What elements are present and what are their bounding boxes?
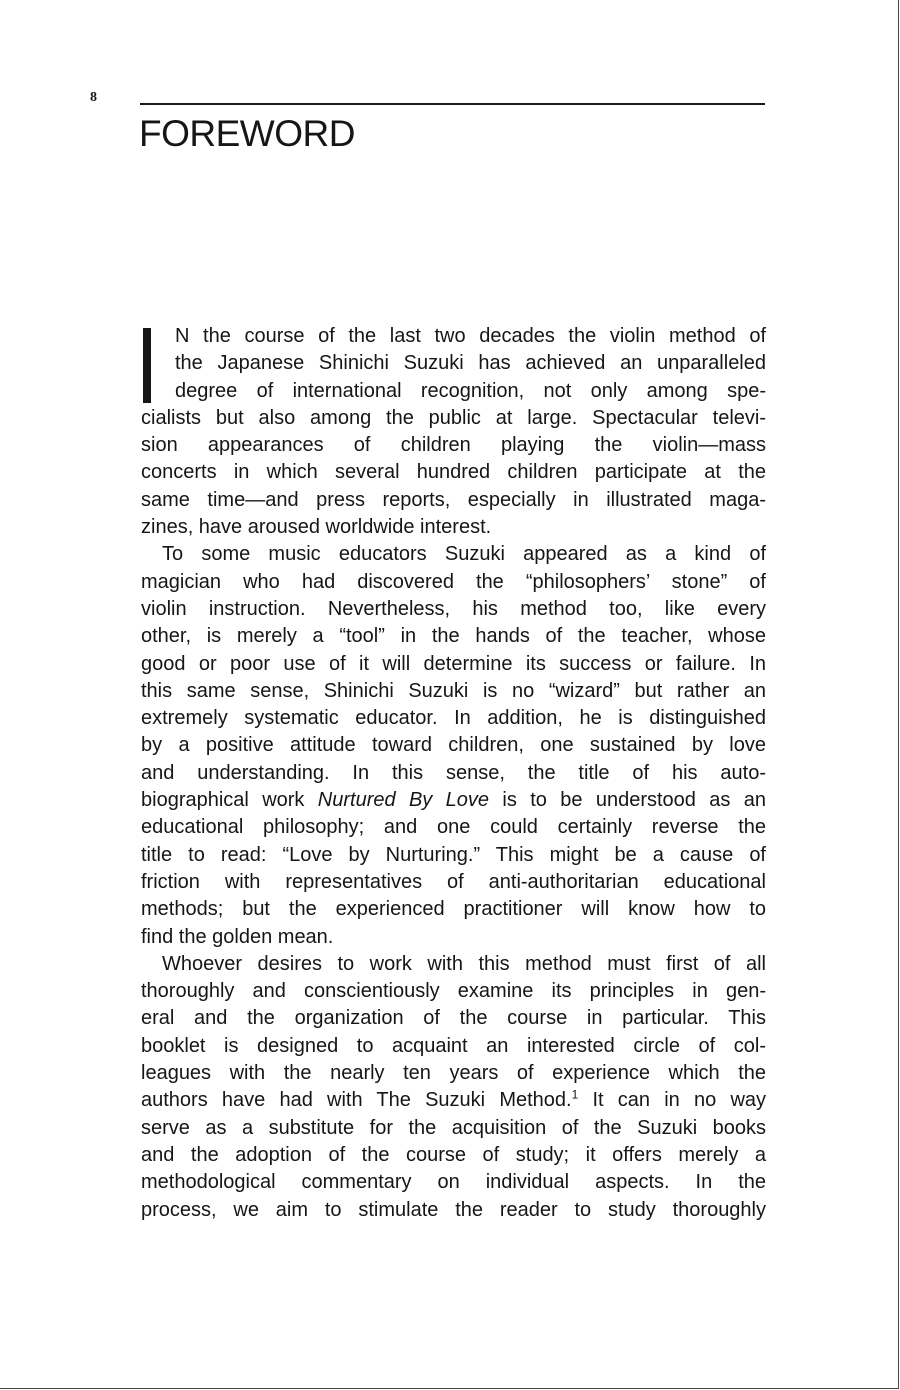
text-line: degree of international recognition, not only among spe-	[175, 379, 766, 402]
line-end: is to be understood as an	[502, 789, 766, 812]
line-end: It can in no way	[592, 1089, 766, 1112]
text-line: this same sense, Shinichi Suzuki is no “wizard” but rather an	[141, 679, 766, 702]
line-start: biographical work	[141, 789, 305, 812]
text-line: and understanding. In this sense, the title of his auto-	[141, 761, 766, 784]
drop-cap	[143, 328, 151, 403]
text-line: methods; but the experienced practitioner will know how to	[141, 898, 766, 921]
text-line: other, is merely a “tool” in the hands of the teacher, whose	[141, 625, 766, 648]
text-line-with-title	[141, 787, 766, 814]
text-line: and the adoption of the course of study; it offers merely a	[141, 1143, 766, 1166]
text-line: leagues with the nearly ten years of experience which the	[141, 1062, 766, 1085]
paragraph-2	[141, 541, 766, 950]
text-line: Whoever desires to work with this method must first of all	[162, 952, 766, 975]
line-start: authors have had with The Suzuki Method.	[141, 1089, 572, 1112]
text-line: thoroughly and conscientiously examine its principles in gen-	[141, 980, 766, 1003]
text-line: To some music educators Suzuki appeared as a kind of	[162, 543, 766, 566]
page-title: FOREWORD	[139, 113, 355, 154]
paragraph-1	[141, 323, 766, 541]
text-line: N the course of the last two decades the violin method of	[175, 325, 766, 347]
text-line: eral and the organization of the course in particular. This	[141, 1007, 766, 1030]
text-line: good or poor use of it will determine its success or failure. In	[141, 652, 766, 675]
text-line: find the golden mean.	[141, 925, 334, 948]
text-line-with-footnote	[141, 1087, 766, 1114]
text-line: serve as a substitute for the acquisition of the Suzuki books	[141, 1116, 766, 1139]
page-number: 8	[90, 90, 97, 105]
body-text	[141, 323, 766, 1224]
text-line: cialists but also among the public at large. Spectacular televi-	[141, 406, 766, 429]
text-line: by a positive attitude toward children, one sustained by love	[141, 734, 766, 757]
paragraph-3	[141, 951, 766, 1224]
text-line: zines, have aroused worldwide interest.	[141, 516, 492, 539]
book-title: Nurtured By Love	[317, 789, 490, 812]
footnote-mark[interactable]: 1	[571, 1087, 579, 1102]
text-line: same time—and press reports, especially in illustrated maga-	[141, 488, 766, 511]
text-line: violin instruction. Nevertheless, his method too, like every	[141, 597, 766, 620]
text-line: magician who had discovered the “philosophers’ stone” of	[141, 570, 766, 593]
text-line: sion appearances of children playing the violin—mass	[141, 434, 766, 457]
text-line: booklet is designed to acquaint an interested circle of col-	[141, 1034, 766, 1057]
text-line: process, we aim to stimulate the reader to study thoroughly	[141, 1198, 766, 1221]
text-line: methodological commentary on individual aspects. In the	[141, 1171, 766, 1194]
text-line: friction with representatives of anti-authoritarian educational	[141, 870, 766, 893]
text-line: the Japanese Shinichi Suzuki has achieved an unparalleled	[175, 352, 766, 375]
text-line: title to read: “Love by Nurturing.” This might be a cause of	[141, 843, 766, 866]
text-line: educational philosophy; and one could certainly reverse the	[141, 816, 766, 839]
text-line: concerts in which several hundred children participate at the	[141, 461, 766, 484]
header-rule	[140, 103, 765, 105]
text-line: extremely systematic educator. In addition, he is distinguished	[141, 707, 766, 730]
